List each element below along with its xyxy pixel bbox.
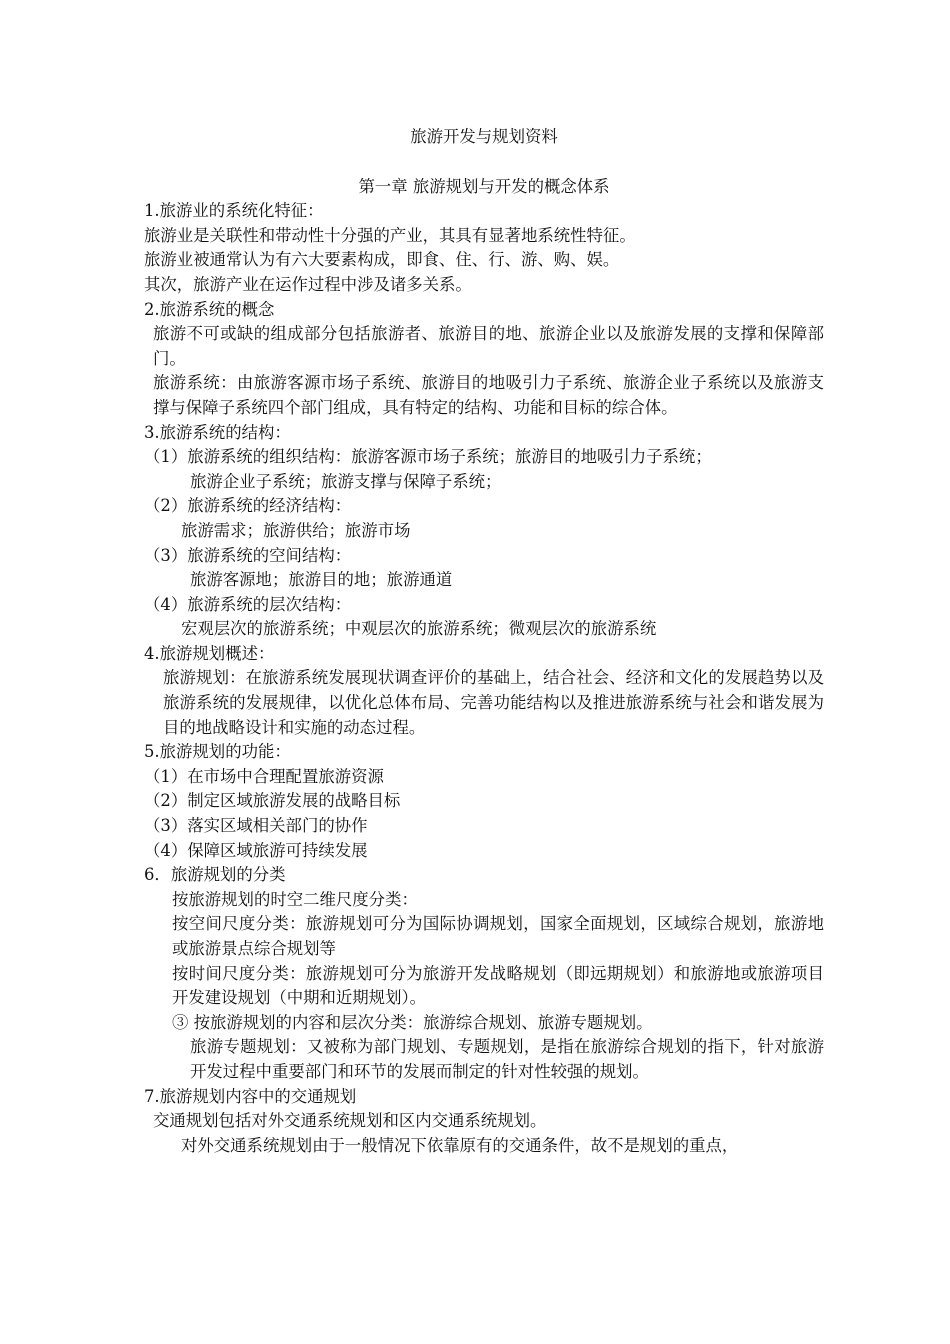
section-6-paragraph-1: 按空间尺度分类：旅游规划可分为国际协调规划，国家全面规划，区域综合规划，旅游地或旅游景点综合规划等 bbox=[172, 914, 824, 958]
section-4-heading: 4.旅游规划概述： bbox=[144, 643, 275, 663]
section-3-item-3-detail: 旅游客源地；旅游目的地；旅游通道 bbox=[190, 570, 453, 590]
section-5-item-4: （4）保障区域旅游可持续发展 bbox=[144, 840, 368, 860]
section-7-line-1: 交通规划包括对外交通系统规划和区内交通系统规划。 bbox=[153, 1111, 547, 1131]
section-5-item-3: （3）落实区域相关部门的协作 bbox=[144, 816, 368, 836]
section-3-item-4-detail: 宏观层次的旅游系统；中观层次的旅游系统；微观层次的旅游系统 bbox=[181, 619, 657, 639]
section-3-item-2-detail: 旅游需求；旅游供给；旅游市场 bbox=[181, 520, 411, 540]
section-6-paragraph-2: 按时间尺度分类：旅游规划可分为旅游开发战略规划（即远期规划）和旅游地或旅游项目开发建设规划（中期和近期规划）。 bbox=[172, 963, 824, 1008]
section-2-paragraph-2: 旅游系统：由旅游客源市场子系统、旅游目的地吸引力子系统、旅游企业子系统以及旅游支撑与保障子系统四个部门组成，具有特定的结构、功能和目标的综合体。 bbox=[153, 373, 824, 417]
section-6-line-1: 按旅游规划的时空二维尺度分类： bbox=[172, 889, 418, 909]
chapter-heading: 第一章 旅游规划与开发的概念体系 bbox=[358, 176, 610, 196]
section-7-line-2: 对外交通系统规划由于一般情况下依靠原有的交通条件，故不是规划的重点， bbox=[181, 1135, 739, 1155]
section-2-paragraph-1: 旅游不可或缺的组成部分包括旅游者、旅游目的地、旅游企业以及旅游发展的支撑和保障部门。 bbox=[153, 324, 824, 368]
section-3-heading: 3.旅游系统的结构： bbox=[144, 422, 291, 442]
section-1-heading: 1.旅游业的系统化特征： bbox=[144, 201, 324, 221]
section-5-item-1: （1）在市场中合理配置旅游资源 bbox=[144, 766, 384, 786]
section-1-line-3: 其次，旅游产业在运作过程中涉及诸多关系。 bbox=[144, 274, 472, 294]
section-3-item-1: （1）旅游系统的组织结构：旅游客源市场子系统；旅游目的地吸引力子系统； bbox=[144, 447, 712, 467]
section-6-paragraph-3: 旅游专题规划：又被称为部门规划、专题规划，是指在旅游综合规划的指下，针对旅游开发过程中重要部门和环节的发展而制定的针对性较强的规划。 bbox=[190, 1037, 824, 1081]
section-3-item-4: （4）旅游系统的层次结构： bbox=[144, 594, 352, 614]
document-title: 旅游开发与规划资料 bbox=[410, 127, 558, 146]
section-1-line-1: 旅游业是关联性和带动性十分强的产业，其具有显著地系统性特征。 bbox=[144, 225, 636, 245]
section-3-item-2: （2）旅游系统的经济结构： bbox=[144, 496, 352, 516]
section-5-heading: 5.旅游规划的功能： bbox=[144, 742, 291, 762]
section-7-heading: 7.旅游规划内容中的交通规划 bbox=[144, 1086, 357, 1106]
section-6-line-2: ③ 按旅游规划的内容和层次分类：旅游综合规划、旅游专题规划。 bbox=[172, 1012, 653, 1032]
section-3-item-3: （3）旅游系统的空间结构： bbox=[144, 545, 352, 565]
section-4-paragraph: 旅游规划：在旅游系统发展现状调查评价的基础上，结合社会、经济和文化的发展趋势以及旅游系统的发展规律，以优化总体布局、完善功能结构以及推进旅游系统与社会和谐发展为目的地战略设计和实施的动态过程。 bbox=[163, 668, 824, 737]
section-2-heading: 2.旅游系统的概念 bbox=[144, 299, 275, 319]
section-5-item-2: （2）制定区域旅游发展的战略目标 bbox=[144, 791, 401, 811]
section-1-line-2: 旅游业被通常认为有六大要素构成，即食、住、行、游、购、娱。 bbox=[144, 250, 620, 270]
section-3-item-1-detail: 旅游企业子系统；旅游支撑与保障子系统； bbox=[190, 471, 502, 491]
section-6-heading: 6．旅游规划的分类 bbox=[144, 865, 286, 885]
document-body bbox=[144, 125, 824, 1158]
